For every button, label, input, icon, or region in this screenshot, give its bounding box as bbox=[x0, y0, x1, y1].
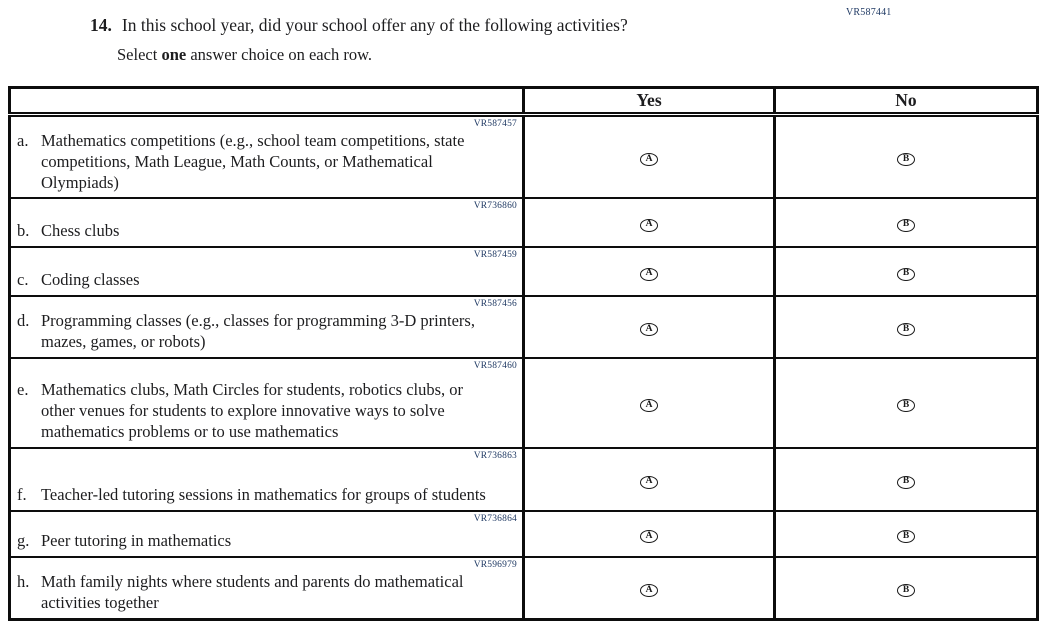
row-vr-code: VR587460 bbox=[473, 361, 517, 371]
item-cell bbox=[10, 115, 524, 199]
row-letter: f. bbox=[17, 485, 27, 504]
question-line bbox=[90, 14, 830, 36]
instruction-suffix: answer choice on each row. bbox=[186, 45, 373, 64]
option-bubble-no[interactable]: B bbox=[897, 268, 915, 281]
table-row-h bbox=[10, 557, 1038, 620]
row-letter: e. bbox=[17, 380, 29, 399]
row-text: Mathematics competitions (e.g., school team competitions, state competitions, Math League, Math Counts, or Mathematical Olympiads) bbox=[41, 131, 465, 192]
header-row bbox=[10, 88, 1038, 115]
option-bubble-no[interactable]: B bbox=[897, 153, 915, 166]
table-row-f bbox=[10, 448, 1038, 511]
item-cell bbox=[10, 448, 524, 511]
item-cell bbox=[10, 198, 524, 247]
header-yes: Yes bbox=[524, 88, 775, 115]
row-letter: d. bbox=[17, 311, 30, 330]
option-bubble-yes[interactable]: A bbox=[640, 153, 658, 166]
option-bubble-yes[interactable]: A bbox=[640, 584, 658, 597]
option-bubble-no[interactable]: B bbox=[897, 476, 915, 489]
yes-cell bbox=[524, 511, 775, 557]
yes-cell bbox=[524, 247, 775, 296]
row-text: Coding classes bbox=[41, 270, 140, 289]
row-text: Programming classes (e.g., classes for programming 3-D printers, mazes, games, or robots) bbox=[41, 311, 475, 351]
row-text: Math family nights where students and parents do mathematical activities together bbox=[41, 572, 464, 612]
row-letter: g. bbox=[17, 531, 30, 550]
row-text: Chess clubs bbox=[41, 221, 120, 240]
question-instruction bbox=[117, 45, 830, 65]
row-vr-code: VR587459 bbox=[473, 250, 517, 260]
row-vr-code: VR736864 bbox=[473, 514, 517, 524]
option-bubble-yes[interactable]: A bbox=[640, 399, 658, 412]
question-number: 14. bbox=[90, 15, 112, 35]
item-cell bbox=[10, 557, 524, 620]
table-row-b bbox=[10, 198, 1038, 247]
item-cell bbox=[10, 296, 524, 358]
row-letter: a. bbox=[17, 131, 29, 150]
option-bubble-no[interactable]: B bbox=[897, 530, 915, 543]
yes-cell bbox=[524, 358, 775, 448]
no-cell bbox=[775, 198, 1038, 247]
option-bubble-no[interactable]: B bbox=[897, 584, 915, 597]
option-bubble-yes[interactable]: A bbox=[640, 323, 658, 336]
row-text: Teacher-led tutoring sessions in mathematics for groups of students bbox=[41, 485, 486, 504]
item-cell bbox=[10, 247, 524, 296]
item-cell bbox=[10, 511, 524, 557]
table-row-e bbox=[10, 358, 1038, 448]
option-bubble-yes[interactable]: A bbox=[640, 268, 658, 281]
table-row-d bbox=[10, 296, 1038, 358]
row-vr-code: VR587456 bbox=[473, 299, 517, 309]
answer-table bbox=[8, 86, 1039, 621]
no-cell bbox=[775, 557, 1038, 620]
option-bubble-no[interactable]: B bbox=[897, 399, 915, 412]
yes-cell bbox=[524, 115, 775, 199]
option-bubble-no[interactable]: B bbox=[897, 219, 915, 232]
yes-cell bbox=[524, 296, 775, 358]
option-bubble-yes[interactable]: A bbox=[640, 530, 658, 543]
row-letter: b. bbox=[17, 221, 30, 240]
item-cell bbox=[10, 358, 524, 448]
header-item-column bbox=[10, 88, 524, 115]
instruction-prefix: Select bbox=[117, 45, 162, 64]
row-vr-code: VR736860 bbox=[473, 201, 517, 211]
yes-cell bbox=[524, 557, 775, 620]
no-cell bbox=[775, 247, 1038, 296]
table-row-g bbox=[10, 511, 1038, 557]
option-bubble-no[interactable]: B bbox=[897, 323, 915, 336]
question-block bbox=[90, 14, 830, 65]
instruction-bold-word: one bbox=[161, 45, 187, 64]
question-vr-code: VR587441 bbox=[846, 7, 892, 18]
row-letter: c. bbox=[17, 270, 29, 289]
option-bubble-yes[interactable]: A bbox=[640, 219, 658, 232]
row-text: Mathematics clubs, Math Circles for students, robotics clubs, or other venues for students to explore innovative ways to solve mathematics problems or to use mathematics bbox=[41, 380, 464, 441]
row-vr-code: VR736863 bbox=[473, 451, 517, 461]
row-vr-code: VR587457 bbox=[473, 119, 517, 129]
question-text: In this school year, did your school offer any of the following activities? bbox=[121, 15, 628, 35]
no-cell bbox=[775, 296, 1038, 358]
yes-cell bbox=[524, 448, 775, 511]
table-row-c bbox=[10, 247, 1038, 296]
no-cell bbox=[775, 115, 1038, 199]
row-vr-code: VR596979 bbox=[473, 560, 517, 570]
no-cell bbox=[775, 511, 1038, 557]
table-row-a bbox=[10, 115, 1038, 199]
header-no: No bbox=[775, 88, 1038, 115]
no-cell bbox=[775, 448, 1038, 511]
row-text: Peer tutoring in mathematics bbox=[41, 531, 232, 550]
row-letter: h. bbox=[17, 572, 30, 591]
option-bubble-yes[interactable]: A bbox=[640, 476, 658, 489]
no-cell bbox=[775, 358, 1038, 448]
yes-cell bbox=[524, 198, 775, 247]
